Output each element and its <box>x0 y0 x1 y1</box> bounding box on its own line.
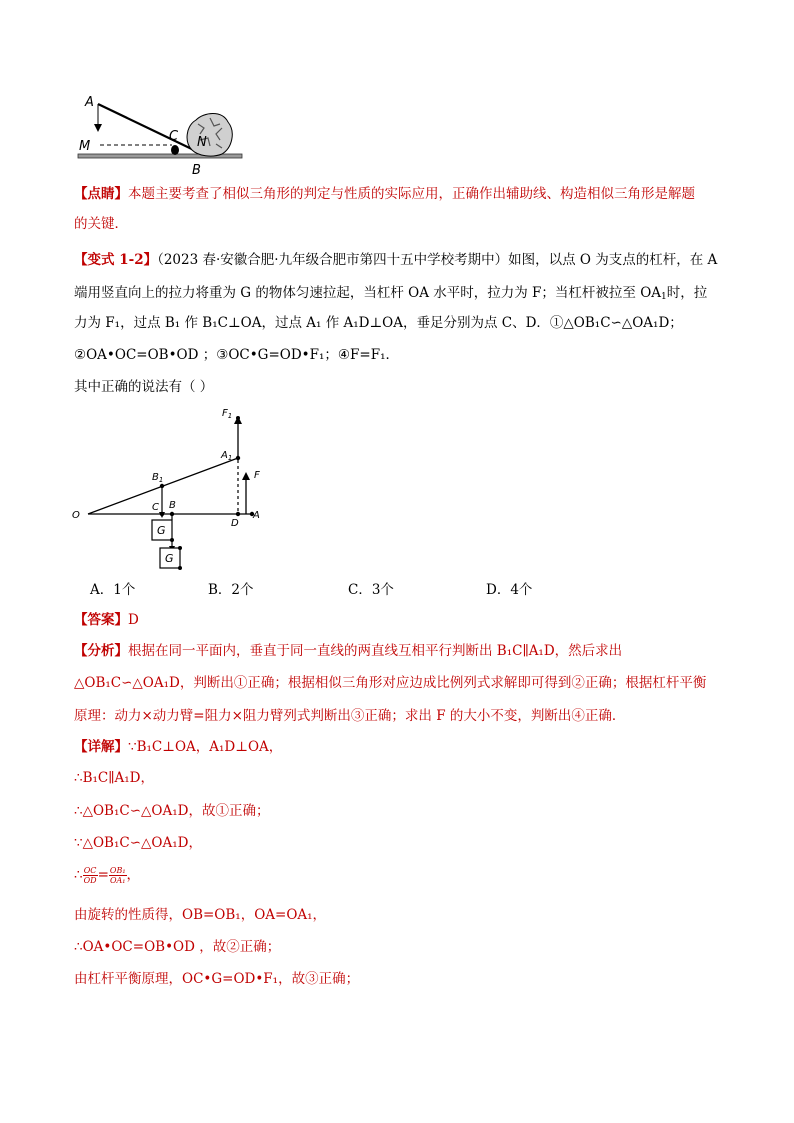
label-A1: $A_1$ <box>221 450 233 462</box>
answer-value: D <box>128 612 139 628</box>
dianjing-text-1: 本题主要考查了相似三角形的判定与性质的实际应用，正确作出辅助线、构造相似三角形是解题 <box>128 186 695 202</box>
variant-line-1 <box>74 250 717 270</box>
label-O: O <box>72 510 80 521</box>
detail-tag: 【详解】 <box>74 739 128 755</box>
option-a: A．1个 <box>90 582 136 598</box>
dianjing-tag: 【点睛】 <box>74 186 128 202</box>
option-d: D．4个 <box>486 582 533 598</box>
detail-line-1 <box>74 737 282 757</box>
figure-lever-rock <box>72 92 252 180</box>
analysis-tag: 【分析】 <box>74 643 128 659</box>
weight-2-dot-top <box>178 546 182 550</box>
label-C: C <box>152 502 159 513</box>
weight-2-dot-bottom <box>178 566 182 570</box>
label-F: F <box>254 470 260 481</box>
detail-line-2: ∴B₁C∥A₁D， <box>74 770 154 786</box>
answer-tag: 【答案】 <box>74 612 128 628</box>
variant-line-4: ②OA•OC=OB•OD ；③OC•G=OD•F₁；④F=F₁． <box>74 347 399 363</box>
arrow-head <box>94 124 102 132</box>
detail-fraction-line <box>74 865 140 885</box>
analysis-line-2: △OB₁C∽△OA₁D，判断出①正确；根据相似三角形对应边成比例列式求解即可得到②正确；根据杠杆平衡 <box>74 675 707 691</box>
force-F-head <box>242 472 250 480</box>
detail-line-4: ∵△OB₁C∽△OA₁D， <box>74 835 202 851</box>
variant-line-2 <box>74 283 707 303</box>
detail-text-1: ∵B₁C⊥OA，A₁D⊥OA， <box>128 739 283 755</box>
answer-line <box>74 610 139 630</box>
lever-line <box>98 104 198 152</box>
label-C: C <box>169 129 179 144</box>
analysis-line-1 <box>74 641 622 661</box>
point-A1 <box>236 456 240 460</box>
dianjing-line-2: 的关键． <box>74 216 128 232</box>
rock-shape <box>187 114 232 157</box>
detail-line-3: ∴△OB₁C∽△OA₁D，故①正确； <box>74 803 270 819</box>
fraction-suffix: ， <box>126 867 141 883</box>
fraction-oc-od: $\frac{OC}{OD}$ <box>83 866 97 885</box>
fulcrum <box>171 145 179 155</box>
label-N: N <box>197 135 207 150</box>
option-c: C．3个 <box>348 582 394 598</box>
point-F1-end <box>236 416 240 420</box>
label-D: D <box>231 518 239 529</box>
detail-line-6: 由旋转的性质得，OB=OB₁，OA=OA₁， <box>74 907 327 923</box>
variant-text-2b: 时，拉 <box>666 285 708 301</box>
label-B1: $B_1$ <box>152 472 164 484</box>
variant-text-1: （2023 春·安徽合肥·九年级合肥市第四十五中学校考期中）如图，以点 O 为支点的杠杆，在 A <box>157 252 718 268</box>
point-B1 <box>160 484 164 488</box>
fraction-equals: = <box>97 867 109 883</box>
fraction-ob1-oa1: $\frac{\text{OB₁}}{\text{OA₁}}$ <box>109 866 126 885</box>
variant-line-3: 力为 F₁，过点 B₁ 作 B₁C⊥OA，过点 A₁ 作 A₁D⊥OA，垂足分别为点 C、D．①△OB₁C∽△OA₁D； <box>74 315 683 331</box>
dianjing-line-1 <box>74 184 695 204</box>
label-A: A <box>253 510 260 521</box>
variant-text-2-sub: 1 <box>661 292 667 302</box>
string-arrow-1 <box>159 512 165 518</box>
label-B: B <box>169 500 176 511</box>
weight-1-corner-dot <box>170 538 174 542</box>
label-A: A <box>85 95 94 110</box>
label-F1: $F_1$ <box>222 408 233 420</box>
label-G-1: G <box>157 524 166 537</box>
label-G-2: G <box>165 552 174 565</box>
detail-line-7: ∴OA•OC=OB•OD ，故②正确； <box>74 939 281 955</box>
label-M: M <box>79 139 91 154</box>
figure-lever-weights <box>66 404 276 576</box>
analysis-text-1: 根据在同一平面内，垂直于同一直线的两直线互相平行判断出 B₁C∥A₁D，然后求出 <box>128 643 623 659</box>
variant-tag: 【变式 1-2】 <box>74 252 158 268</box>
question-line: 其中正确的说法有（ ） <box>74 379 214 395</box>
fraction-prefix: ∴ <box>74 867 83 883</box>
point-D <box>236 512 240 516</box>
variant-text-2a: 端用竖直向上的拉力将重为 G 的物体匀速拉起，当杠杆 OA 水平时，拉力为 F；当杠杆被拉至 OA <box>74 285 662 301</box>
label-B: B <box>192 163 201 178</box>
analysis-line-3: 原理：动力×动力臂=阻力×阻力臂列式判断出③正确；求出 F 的大小不变，判断出④正确． <box>74 708 626 724</box>
option-b: B．2个 <box>208 582 254 598</box>
detail-line-8: 由杠杆平衡原理，OC•G=OD•F₁，故③正确； <box>74 971 360 987</box>
